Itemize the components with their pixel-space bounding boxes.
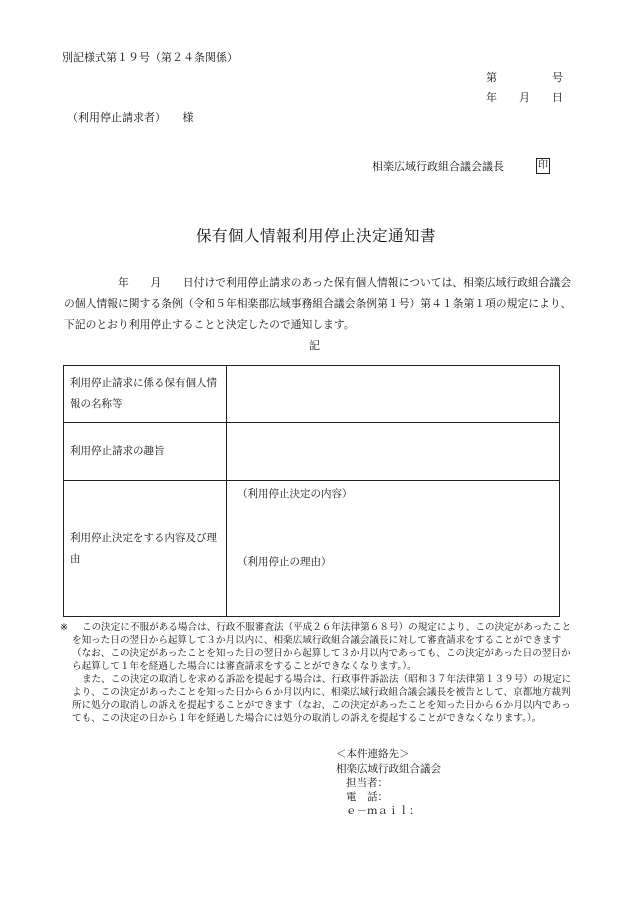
contact-person: 担当者： (346, 777, 388, 789)
decision-content-heading: （利用停止決定の内容） (237, 488, 353, 500)
body-date-prefix: 年 月 (118, 276, 183, 289)
body-paragraph (64, 272, 574, 335)
row-value-information-name (227, 366, 560, 423)
note-lawsuit: また、この決定の取消しを求める訴訟を提起する場合は、行政事件訴訟法（昭和３７年法律第１３９号）の規定により、この決定があったことを知った日から６か月以内に、相楽広域行政組合議会議長を被告として、京都地方裁判所に処分の取消しの訴えを提起することができます（なお、この決定があったことを知った日から６か月以内であっても、この決定の日から１年を経過した場合には処分の取消しの訴えを提起することができなくなります。）。 (72, 674, 572, 724)
note-mark: ※ (60, 622, 69, 633)
issuer-name: 相楽広域行政組合議会議長 (372, 160, 504, 173)
decision-table (63, 365, 560, 617)
recipient-line: （利用停止請求者） 様 (67, 111, 194, 124)
row-label-decision-reason: 利用停止決定をする内容及び理由 (64, 481, 227, 617)
form-reference: 別記様式第１９号（第２４条関係） (62, 51, 238, 64)
notice-notes (60, 621, 580, 725)
row-value-request-purpose (227, 423, 560, 481)
contact-email: ｅ－ｍａｉｌ： (346, 805, 420, 817)
contact-phone: 電 話： (346, 791, 388, 803)
contact-organization: 相楽広域行政組合議会 (336, 763, 441, 775)
contact-heading: ＜本件連絡先＞ (336, 748, 410, 760)
row-label-information-name: 利用停止請求に係る保有個人情報の名称等 (64, 366, 227, 423)
seal-stamp: 印 (536, 158, 550, 174)
ki-label: 記 (309, 339, 320, 352)
table-row (64, 423, 560, 481)
table-row (64, 481, 560, 617)
row-value-decision-reason (227, 481, 560, 617)
date-label: 年 月 日 (486, 91, 563, 104)
row-label-request-purpose: 利用停止請求の趣旨 (64, 423, 227, 481)
decision-reason-heading: （利用停止の理由） (237, 556, 332, 568)
table-row (64, 366, 560, 423)
body-text: 日付けで利用停止請求のあった保有個人情報については、相楽広域行政組合議会の個人情報に関する条例（令和５年相楽郡広域事務組合議会条例第１号）第４１条第１項の規定により、下記のとおり利用停止することと決定したので通知します。 (64, 276, 572, 331)
note-appeal: この決定に不服がある場合は、行政不服審査法（平成２６年法律第６８号）の規定により、この決定があったことを知った日の翌日から起算して３か月以内に、相楽広域行政組合議会議長に対して審査請求をすることができます（なお、この決定があったことを知った日の翌日から起算して３か月以内であっても、この決定があった日の翌日から起算して１年を経過した場合には審査請求をすることができなくなります。）。 (72, 622, 572, 672)
document-number-label: 第 号 (486, 71, 563, 84)
document-title: 保有個人情報利用停止決定通知書 (196, 227, 437, 245)
